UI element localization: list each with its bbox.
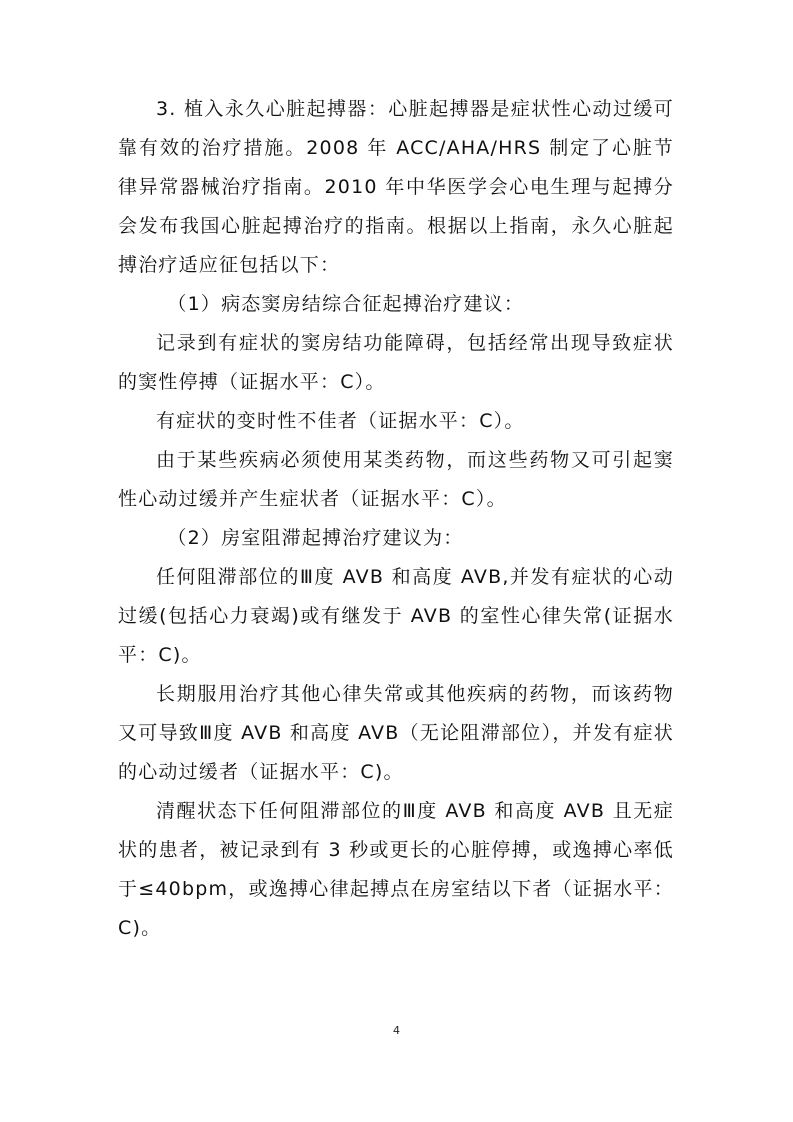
paragraph-drug-induced-bradycardia: 由于某些疾病必须使用某类药物，而这些药物又可引起窦性心动过缓并产生症状者（证据水平：C）。 bbox=[118, 449, 674, 510]
paragraph-sinus-dysfunction: 记录到有症状的窦房结功能障碍，包括经常出现导致症状的窦性停搏（证据水平：C）。 bbox=[118, 332, 674, 393]
heading-av-block: （2）房室阻滞起搏治疗建议为： bbox=[167, 527, 464, 549]
page-number: 4 bbox=[393, 1024, 400, 1037]
paragraph-pacemaker-intro: 3. 植入永久心脏起搏器：心脏起搏器是症状性心动过缓可靠有效的治疗措施。2008 年 ACC/AHA/HRS 制定了心脏节律异常器械治疗指南。2010 年中华医学会心电生理与起搏分会发布我国心脏起搏治疗的指南。根据以上指南，永久心脏起搏治疗适应征包括以下： bbox=[118, 98, 674, 276]
heading-sick-sinus-syndrome: （1）病态窦房结综合征起搏治疗建议： bbox=[167, 293, 525, 315]
document-body bbox=[118, 90, 674, 948]
paragraph-av-block-drug: 长期服用治疗其他心律失常或其他疾病的药物，而该药物又可导致Ⅲ度 AVB 和高度 AVB（无论阻滞部位），并发有症状的心动过缓者（证据水平：C)。 bbox=[118, 683, 674, 783]
paragraph-av-block-symptomatic: 任何阻滞部位的Ⅲ度 AVB 和高度 AVB,并发有症状的心动过缓(包括心力衰竭)或有继发于 AVB 的室性心律失常(证据水平：C)。 bbox=[118, 566, 674, 666]
paragraph-chronotropic-incompetence: 有症状的变时性不佳者（证据水平：C）。 bbox=[156, 410, 525, 432]
paragraph-av-block-asymptomatic: 清醒状态下任何阻滞部位的Ⅲ度 AVB 和高度 AVB 且无症状的患者，被记录到有 3 秒或更长的心脏停搏，或逸搏心率低于≤40bpm，或逸搏心律起搏点在房室结以下者（证据水平：C)。 bbox=[118, 800, 674, 939]
